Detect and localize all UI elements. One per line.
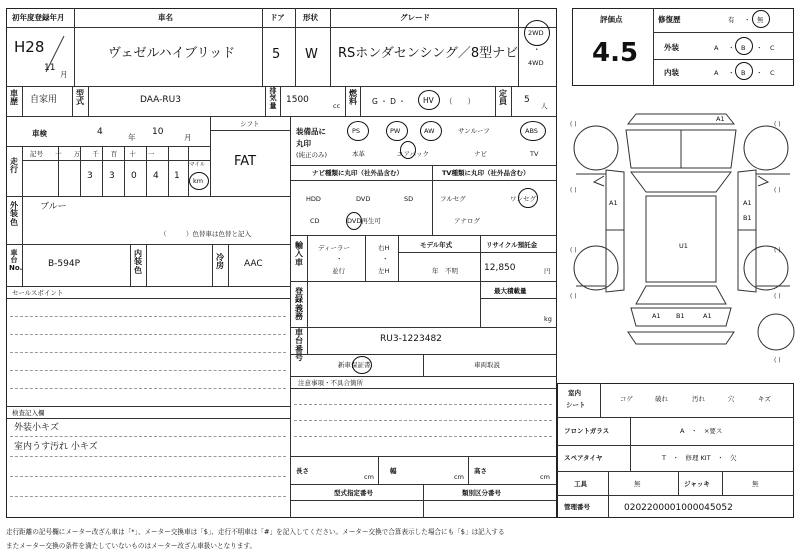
nav-dvd: DVD	[356, 195, 371, 203]
seat-label-1: 室内	[568, 389, 581, 397]
footer-line-1: 走行距離の記号欄にメーター改ざん車は「*」、メーター交換車は「$」、走行不明車は「#」を記入してください。メーター交換で合算表示した場合にも「$」は記入する	[6, 528, 505, 536]
mark-rear-center: B1	[676, 312, 685, 320]
caution-label: 注意事項・不具合箇所	[298, 379, 363, 387]
mark-right-front: A1	[743, 199, 752, 207]
import-dealer: ディーラー	[318, 244, 350, 252]
max-load-label: 最大積載量	[494, 287, 527, 295]
inspection-label: 車検	[32, 129, 47, 138]
ac-label: 冷房	[216, 253, 224, 271]
sales-point-label: セールスポイント	[12, 289, 64, 297]
vehicle-name: ヴェゼルハイブリッド	[108, 46, 236, 61]
mileage-unit-mile: マイル	[189, 162, 206, 168]
type-code: DAA-RU3	[140, 95, 181, 105]
reg-label: 登録義務	[295, 287, 303, 322]
class-label: 類別区分番号	[462, 489, 501, 497]
fuel-hv: HV	[423, 96, 434, 105]
width-unit: cm	[454, 473, 464, 481]
ext-b: B	[741, 44, 746, 52]
year-label: 初年度登録年月	[12, 13, 65, 22]
import-left-h: 左H	[378, 267, 390, 275]
inspection-month-unit: 月	[184, 133, 192, 142]
grade-label: グレード	[400, 13, 430, 22]
int-b: B	[741, 69, 746, 77]
nav-dvd-play: DVD再生可	[347, 217, 381, 225]
seat-opt-2: 破れ	[655, 395, 668, 403]
ac-value: AAC	[244, 259, 263, 269]
recycle-unit: 円	[544, 267, 551, 275]
type-label: 型式	[76, 89, 84, 107]
color-label: 外装色	[10, 201, 18, 227]
right-info-table	[557, 383, 794, 518]
fuel-other: （ ）	[445, 97, 475, 106]
interior-label: 内装	[664, 68, 679, 77]
int-a: A	[714, 69, 719, 77]
nav-hdd: HDD	[306, 195, 321, 203]
equip-tv: TV	[530, 150, 539, 158]
ext-a: A	[714, 44, 719, 52]
footer-line-2: またメーター交換の条件を満たしていないものはメーター改ざん車扱いとなります。	[6, 542, 257, 550]
equip-airbag: エアバック	[397, 150, 429, 158]
mileage-digit-4: 4	[153, 171, 159, 181]
displacement-label: 排気量	[269, 87, 277, 110]
tools-value: 無	[634, 480, 641, 488]
mileage-digit-5: 1	[174, 171, 180, 181]
import-label: 輸入車	[295, 241, 303, 267]
svg-text:( ): ( )	[774, 357, 781, 364]
windshield-value: A ・ ×要ス	[680, 427, 723, 435]
tv-type-label: TV種類に丸印（社外品含む）	[442, 169, 530, 177]
drive-dot: ・	[533, 45, 541, 54]
mark-left-front: A1	[609, 199, 618, 207]
equip-sunroof: サンルーフ	[458, 127, 490, 135]
shape-label: 形状	[303, 13, 318, 22]
ext-dot2: ・	[756, 44, 763, 52]
reg-month-unit: 月	[60, 70, 68, 79]
usage-value: 自家用	[30, 95, 58, 105]
height-label: 高さ	[474, 467, 487, 475]
mark-front-bumper: A1	[716, 115, 725, 123]
shift-label: シフト	[240, 120, 260, 128]
seat-opt-1: コゲ	[620, 395, 633, 403]
car-damage-diagram	[566, 100, 800, 370]
svg-text:( ): ( )	[774, 247, 781, 254]
score-label: 評価点	[600, 15, 623, 24]
windshield-label: フロントガラス	[564, 427, 610, 435]
spare-label: スペアタイヤ	[564, 454, 603, 462]
svg-text:( ): ( )	[774, 187, 781, 194]
svg-text:( ): ( )	[570, 293, 577, 300]
door-label: ドア	[270, 13, 285, 22]
exterior-label: 外装	[664, 43, 679, 52]
door-count: 5	[272, 47, 281, 62]
mileage-label: 走行	[10, 157, 18, 175]
seat-opt-4: 穴	[728, 395, 735, 403]
ext-dot1: ・	[728, 44, 735, 52]
model-year-label: モデル年式	[420, 241, 453, 249]
interior-color-label: 内装色	[134, 249, 142, 275]
svg-text:( ): ( )	[774, 293, 781, 300]
svg-text:( ): ( )	[570, 247, 577, 254]
mileage-digit-1: 3	[87, 171, 93, 181]
seat-label-2: シート	[566, 401, 586, 409]
inspection-notes-label: 検査記入欄	[12, 409, 45, 417]
tv-fullseg: フルセグ	[440, 195, 466, 203]
spare-value: T ・ 修理 KIT ・ 欠	[662, 454, 737, 462]
svg-text:( ): ( )	[570, 187, 577, 194]
mileage-digit-2: 3	[109, 171, 115, 181]
repair-dot: ・	[744, 16, 751, 24]
tv-analog: アナログ	[454, 217, 480, 225]
color-note: （ ）色替車は色替と記入	[160, 230, 251, 238]
fuel-options: G ・ D ・	[372, 97, 406, 106]
chassis-label: 車台番号	[295, 328, 303, 363]
import-dot: ・	[336, 255, 343, 263]
svg-text:( ): ( )	[774, 121, 781, 128]
mark-rear-right: A1	[703, 312, 712, 320]
mark-rear-left: A1	[652, 312, 661, 320]
inspection-year-unit: 年	[128, 133, 136, 142]
equip-navi: ナビ	[474, 150, 487, 158]
jack-value: 無	[752, 480, 759, 488]
mileage-sub: 記号 十 万 千 百 十 一	[30, 150, 155, 158]
model-year-value: 年 不明	[432, 267, 458, 275]
import-parallel: 並行	[332, 267, 345, 275]
era-year: H28	[14, 38, 45, 56]
drive-4wd: 4WD	[528, 59, 544, 67]
usage-label: 車歴	[10, 89, 18, 107]
width-label: 幅	[390, 467, 397, 475]
capacity-unit: 人	[541, 102, 548, 110]
equipment-label-1: 装備品に	[296, 127, 326, 136]
equip-aw: AW	[424, 127, 435, 135]
repair-yes: 有	[728, 16, 735, 24]
reg-month: 11	[44, 63, 56, 73]
seat-opt-5: キズ	[758, 395, 771, 403]
warranty: 新車保証書	[338, 361, 371, 369]
int-dot1: ・	[728, 69, 735, 77]
capacity-label: 定員	[499, 89, 507, 107]
manual: 車両取説	[474, 361, 500, 369]
mgmt-label: 管理番号	[564, 503, 590, 511]
nav-type-label: ナビ種類に丸印（社外品含む）	[312, 169, 403, 177]
equipment-label-2: 丸印	[296, 139, 311, 148]
plate-label: 車台No.	[9, 249, 23, 272]
equip-ps: PS	[352, 127, 361, 135]
svg-text:( ): ( )	[570, 121, 577, 128]
fuel-label: 燃料	[349, 89, 357, 107]
plate-value: B-594P	[48, 259, 81, 269]
int-dot2: ・	[756, 69, 763, 77]
equip-leather: 本革	[352, 150, 365, 158]
import-dot-2: ・	[382, 255, 389, 263]
equip-pw: PW	[390, 127, 401, 135]
mark-right-rear: B1	[743, 214, 752, 222]
nav-cd: CD	[310, 217, 320, 225]
displacement-unit: cc	[333, 102, 341, 110]
model-name-label: 車名	[158, 13, 173, 22]
tools-label: 工具	[574, 480, 587, 488]
recycle-value: 12,850	[484, 263, 516, 273]
tv-oneseg: ワンセグ	[510, 195, 536, 203]
type-designation-label: 型式指定番号	[334, 489, 373, 497]
mgmt-value: 0202200001000045052	[624, 503, 733, 513]
chassis-value: RU3-1223482	[380, 334, 442, 344]
shift-value: FAT	[234, 154, 257, 169]
equip-abs: ABS	[525, 127, 538, 135]
mileage-unit-km: km	[193, 177, 204, 185]
color-value: ブルー	[40, 202, 67, 212]
repair-label: 修復歴	[658, 15, 681, 24]
max-load-unit: kg	[544, 315, 552, 323]
jack-label: ジャッキ	[684, 480, 710, 488]
inspection-note-1: 外装小キズ	[14, 423, 59, 433]
length-label: 長さ	[296, 467, 309, 475]
ext-c: C	[770, 44, 775, 52]
inspection-month: 10	[152, 127, 164, 137]
inspection-year: 4	[97, 127, 103, 137]
seat-opt-3: 汚れ	[692, 395, 705, 403]
mark-roof: U1	[679, 242, 688, 250]
inspection-note-2: 室内うす汚れ 小キズ	[14, 442, 98, 452]
displacement-value: 1500	[286, 95, 309, 105]
nav-sd: SD	[404, 195, 414, 203]
length-unit: cm	[364, 473, 374, 481]
mileage-digit-3: 0	[131, 171, 137, 181]
repair-no: 無	[757, 16, 764, 24]
int-c: C	[770, 69, 775, 77]
body-shape: W	[305, 47, 318, 62]
capacity-value: 5	[524, 95, 530, 105]
equipment-label-3: (純正のみ)	[296, 151, 328, 159]
grade-value: RSホンダセンシング／8型ナビ	[338, 46, 519, 61]
recycle-label: リサイクル預託金	[486, 241, 538, 249]
import-right-h: 右H	[378, 244, 390, 252]
height-unit: cm	[540, 473, 550, 481]
drive-2wd: 2WD	[528, 29, 544, 37]
score-value: 4.5	[592, 38, 639, 68]
